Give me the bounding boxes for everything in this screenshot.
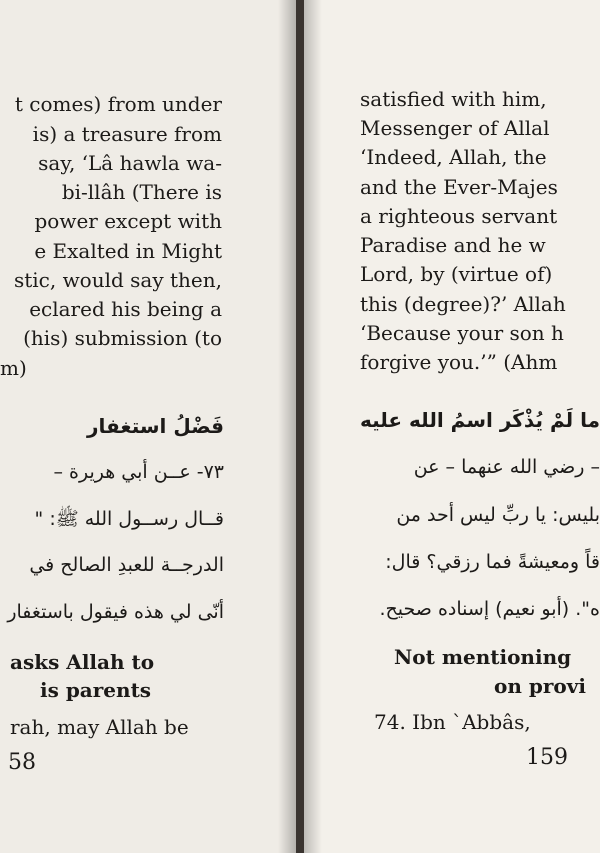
right-text-line: forgive you.’” (Ahm: [360, 350, 558, 374]
left-section-heading: asks Allah to: [10, 650, 155, 674]
right-gutter-shadow: [304, 0, 322, 853]
left-text-line: is) a treasure from: [32, 122, 222, 146]
left-text-line: power except with: [34, 209, 222, 233]
left-text-line: t comes) from under: [14, 92, 222, 116]
left-gutter-shadow: [278, 0, 296, 853]
right-text-line: this (degree)?’ Allah: [360, 292, 566, 316]
left-text-line: bi-llâh (There is: [61, 180, 222, 204]
right-arabic-line: ه". (أبو نعيم) إسناده صحيح.: [379, 598, 600, 620]
left-arabic-line: ٧٣- عــن أبي هريرة –: [53, 461, 224, 483]
left-text-line: rah, may Allah be: [10, 715, 189, 739]
left-page: [0, 0, 296, 853]
left-arabic-heading: فَضْلُ استغفار: [86, 414, 224, 438]
left-arabic-line: أنّى لي هذه فيقول باستغفار: [7, 601, 224, 623]
left-text-line: m): [0, 356, 27, 380]
right-text-line: ‘Indeed, Allah, the: [360, 145, 547, 169]
right-text-line: Messenger of Allal: [360, 116, 550, 140]
right-text-line: Lord, by (virtue of): [360, 262, 553, 286]
left-page-number: 58: [8, 750, 36, 775]
right-section-heading: on provi: [494, 674, 586, 698]
left-arabic-line: قــال رســول الله ﷺ: ": [34, 508, 224, 530]
right-text-line: ‘Because your son h: [360, 321, 564, 345]
right-arabic-line: – رضي الله عنهما – عن: [413, 456, 600, 478]
right-text-line: 74. Ibn `Abbâs,: [374, 710, 531, 734]
right-text-line: and the Ever-Majes: [360, 175, 558, 199]
left-text-line: say, ‘Lâ hawla wa-: [38, 151, 222, 175]
right-arabic-line: قاً ومعيشةً فما رزقي؟ قال:: [385, 551, 600, 573]
right-text-line: a righteous servant: [360, 204, 558, 228]
right-page-number: 159: [526, 745, 568, 770]
left-text-line: eclared his being a: [29, 297, 222, 321]
left-arabic-line: الدرجــة للعبدِ الصالح في: [29, 554, 224, 576]
right-page: [304, 0, 600, 853]
left-text-line: stic, would say then,: [13, 268, 222, 292]
book-spine: [296, 0, 304, 853]
right-arabic-line: بليس: يا ربِّ ليس أحد من: [396, 504, 600, 526]
left-section-heading: is parents: [40, 678, 152, 702]
right-arabic-heading: ما لَمْ يُذْكَر اسمُ الله عليه: [359, 408, 600, 432]
left-text-line: (his) submission (to: [23, 326, 222, 350]
right-text-line: satisfied with him,: [360, 87, 547, 111]
right-section-heading: Not mentioning: [394, 645, 572, 669]
left-text-line: e Exalted in Might: [34, 239, 222, 263]
right-text-line: Paradise and he w: [360, 233, 546, 257]
